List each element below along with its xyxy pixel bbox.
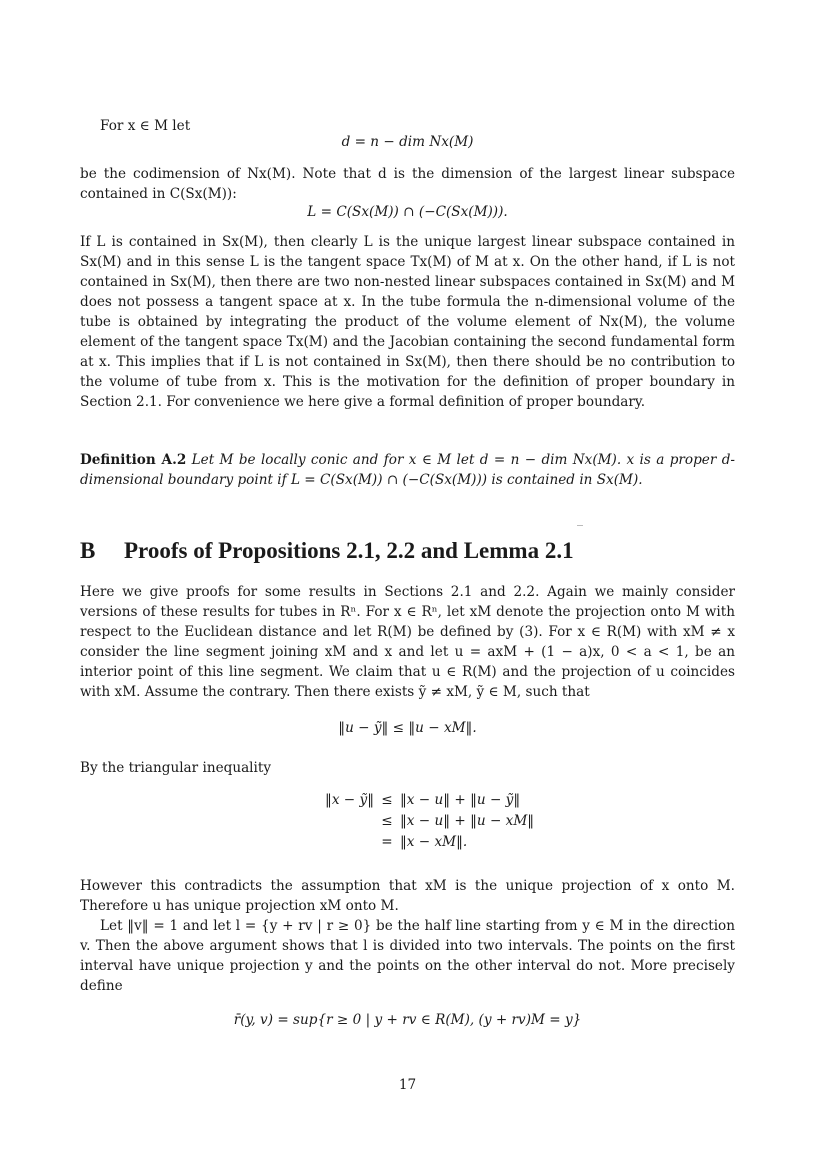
section-title: Proofs of Propositions 2.1, 2.2 and Lemma 2.1 xyxy=(124,538,574,563)
eq-rhs: ‖x − u‖ + ‖u − xM‖ xyxy=(400,813,535,829)
eq-lhs xyxy=(287,813,374,834)
equation-codimension: d = n − dim Nx(M) xyxy=(341,134,474,150)
equation-linear-subspace: L = C(Sx(M)) ∩ (−C(Sx(M))). xyxy=(307,204,508,220)
definition-label: Definition A.2 xyxy=(80,452,187,468)
equation-row xyxy=(287,834,534,855)
eq-rhs: ‖x − u‖ + ‖u − ỹ‖ xyxy=(400,792,521,808)
definition-body: Let M be locally conic and for x ∈ M let d = n − dim Nx(M). x is a proper d-dimensional boundary point if L = C(Sx(M)) ∩ (−C(Sx(M))) is contained in Sx(M). xyxy=(80,452,736,488)
eq-op: ≤ xyxy=(381,813,393,829)
eq-rhs: ‖x − xM‖. xyxy=(400,834,468,850)
paragraph-triangular: By the triangular inequality xyxy=(80,760,272,776)
eq-op: = xyxy=(381,834,393,850)
margin-mark xyxy=(577,525,583,526)
section-heading xyxy=(80,538,780,564)
paragraph-tangent-space: If L is contained in Sx(M), then clearly L is the unique largest linear subspace contained in Sx(M) and in this sense L is the tangent space Tx(M) of M at x. On the other hand, if L is not contained in Sx(M), then there are two non-nested linear subspaces contained in Sx(M) and M does not possess a tangent space at x. In the tube formula the n-dimensional volume of the tube is obtained by integrating the product of the volume element of Nx(M), the volume element of the tangent space Tx(M) and the Jacobian containing the second fundamental form at x. This implies that if L is not contained in Sx(M), then there should be no contribution to the volume of tube from x. This is the motivation for the definition of proper boundary in Section 2.1. For convenience we here give a formal definition of proper boundary. xyxy=(80,234,735,410)
eq-lhs xyxy=(287,834,374,855)
equation-row xyxy=(287,792,534,813)
equation-array xyxy=(287,792,534,855)
eq-lhs: ‖x − ỹ‖ xyxy=(325,792,374,808)
section-letter: B xyxy=(80,538,96,563)
eq-op: ≤ xyxy=(381,792,393,808)
paragraph-proofs-intro: Here we give proofs for some results in Sections 2.1 and 2.2. Again we mainly consider versions of these results for tubes in Rⁿ. For x ∈ Rⁿ, let xM denote the projection onto M with respect to the Euclidean distance and let R(M) be defined by (3). For x ∈ R(M) with xM ≠ x consider the line segment joining xM and x and let u = axM + (1 − a)x, 0 < a < 1, be an interior point of this line segment. We claim that u ∈ R(M) and the projection of u coincides with xM. Assume the contrary. Then there exists ỹ ≠ xM, ỹ ∈ M, such that xyxy=(80,584,735,700)
equation-contrary: ‖u − ỹ‖ ≤ ‖u − xM‖. xyxy=(338,720,477,736)
paper-page xyxy=(80,0,735,1168)
equation-rbar: r̄(y, v) = sup{r ≥ 0 | y + rv ∈ R(M), (y + rv)M = y} xyxy=(233,1012,582,1028)
paragraph-codimension: be the codimension of Nx(M). Note that d is the dimension of the largest linear subspace contained in C(Sx(M)): xyxy=(80,166,735,202)
paragraph-intro: For x ∈ M let xyxy=(100,118,191,134)
paragraph-half-line: Let ‖v‖ = 1 and let l = {y + rv | r ≥ 0} be the half line starting from y ∈ M in the direction v. Then the above argument shows that l is divided into two intervals. The points on the first interval have unique projection y and the points on the other interval do not. More precisely define xyxy=(80,918,735,994)
paragraph-contradiction: However this contradicts the assumption that xM is the unique projection of x onto M. Therefore u has unique projection xM onto M. xyxy=(80,878,735,914)
definition-a2 xyxy=(80,450,735,490)
page-number: 17 xyxy=(398,1077,417,1093)
equation-row xyxy=(287,813,534,834)
